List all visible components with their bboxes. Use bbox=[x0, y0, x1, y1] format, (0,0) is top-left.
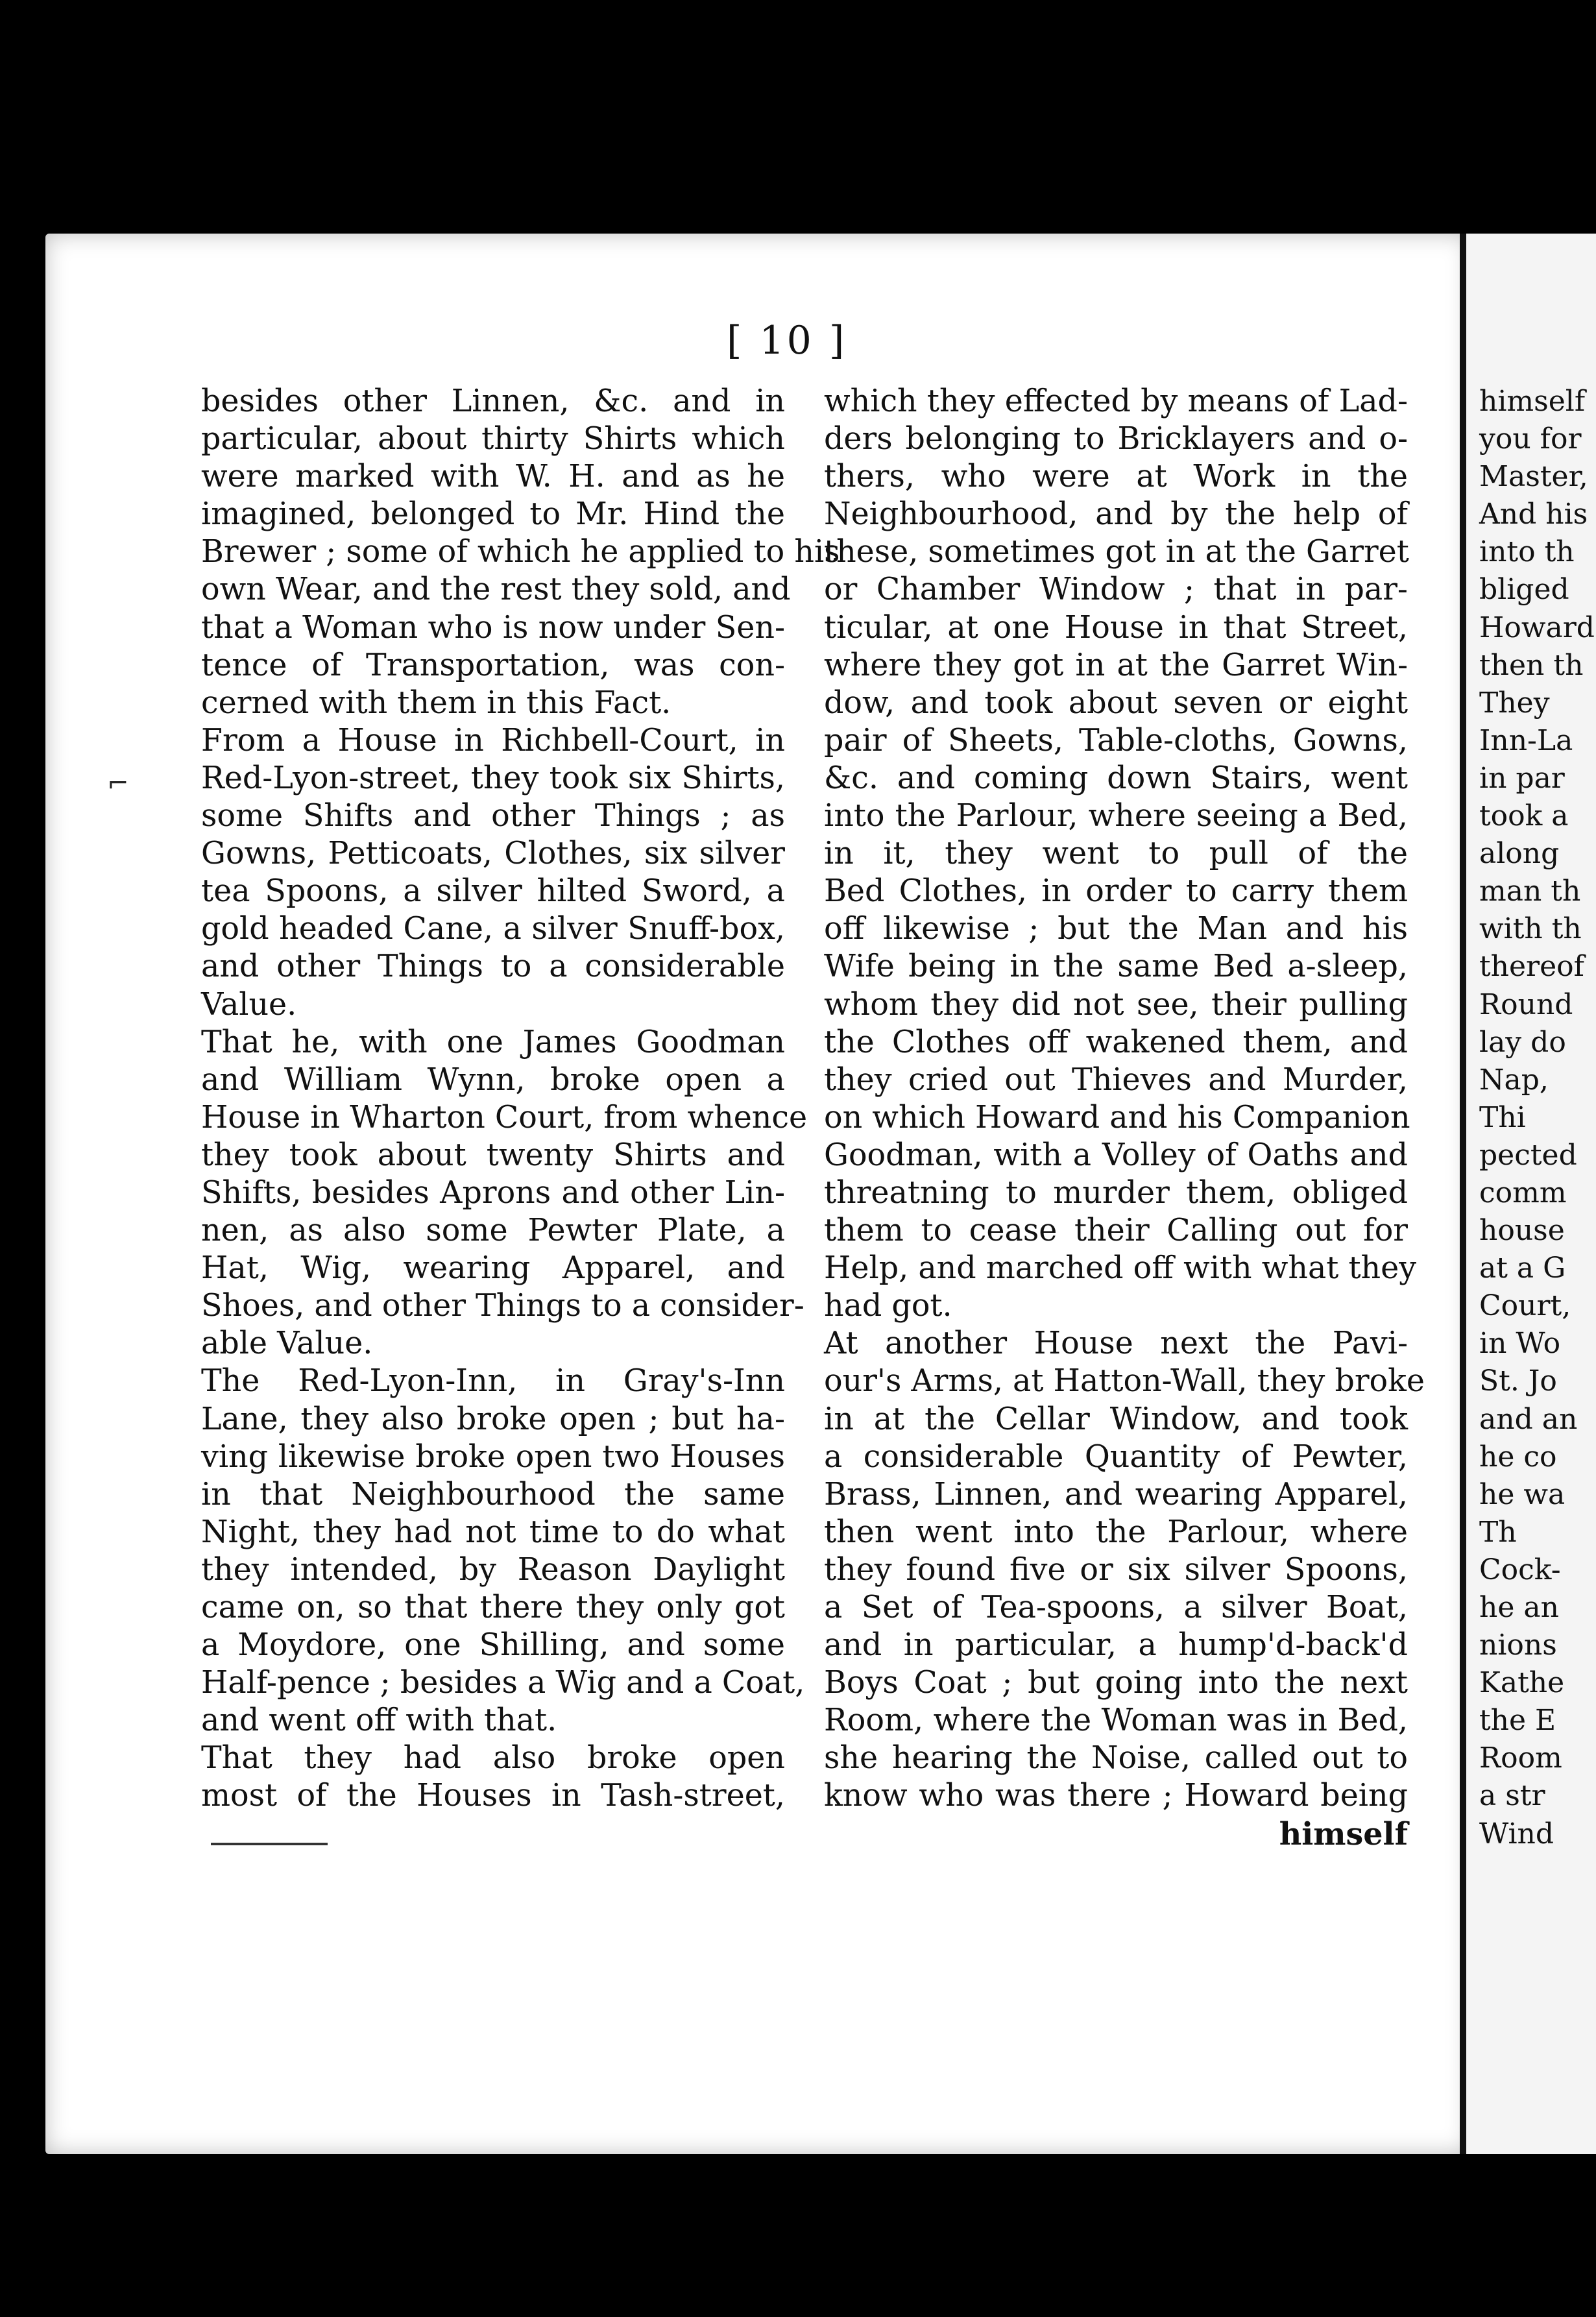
right-column-line: in it, they went to pull of the bbox=[824, 836, 1408, 872]
left-column-line: a Moydore, one Shilling, and some bbox=[201, 1627, 785, 1664]
right-column-line: and in particular, a hump'd-back'd bbox=[824, 1627, 1408, 1664]
facing-page-line: in Wo bbox=[1479, 1327, 1561, 1361]
facing-page-line: nions bbox=[1479, 1629, 1557, 1662]
left-column-line: most of the Houses in Tash-street, bbox=[201, 1778, 785, 1814]
left-column-line: Hat, Wig, wearing Apparel, and bbox=[201, 1250, 785, 1287]
left-column-line: From a House in Richbell-Court, in bbox=[201, 722, 785, 758]
facing-page-line: took a bbox=[1479, 799, 1569, 833]
right-column-line: a considerable Quantity of Pewter, bbox=[824, 1438, 1408, 1475]
right-text-column bbox=[824, 383, 1425, 1853]
facing-page-line: pected bbox=[1479, 1138, 1577, 1172]
facing-page-line: he wa bbox=[1479, 1477, 1566, 1511]
facing-page-line: man th bbox=[1479, 875, 1581, 908]
catchword: himself bbox=[1279, 1815, 1408, 1852]
right-column-line: on which Howard and his Companion bbox=[824, 1099, 1410, 1135]
book-page bbox=[45, 234, 1469, 2154]
right-column-line: they found five or six silver Spoons, bbox=[824, 1551, 1408, 1588]
left-column-line: Brewer ; some of which he applied to his bbox=[201, 534, 840, 570]
facing-page-line: he an bbox=[1479, 1591, 1559, 1624]
right-column-line: our's Arms, at Hatton-Wall, they broke bbox=[824, 1363, 1425, 1400]
facing-page-line: Th bbox=[1479, 1515, 1517, 1549]
left-column-line: House in Wharton Court, from whence bbox=[201, 1099, 808, 1135]
facing-page-line: house bbox=[1479, 1214, 1565, 1248]
facing-page-line: in par bbox=[1479, 761, 1565, 795]
left-column-line: Red-Lyon-street, they took six Shirts, bbox=[201, 760, 785, 796]
left-column-line: came on, so that there they only got bbox=[201, 1590, 785, 1625]
right-column-line: ders belonging to Bricklayers and o- bbox=[824, 421, 1408, 457]
facing-page-line: along bbox=[1479, 837, 1560, 871]
right-column-line: or Chamber Window ; that in par- bbox=[824, 572, 1408, 608]
left-column-line: were marked with W. H. and as he bbox=[201, 459, 785, 495]
right-column-line: thers, who were at Work in the bbox=[824, 459, 1408, 495]
right-column-line: Boys Coat ; but going into the next bbox=[824, 1665, 1408, 1701]
right-column-line: pair of Sheets, Table-cloths, Gowns, bbox=[824, 722, 1408, 758]
right-column-line: them to cease their Calling out for bbox=[824, 1213, 1408, 1249]
right-column-line: Room, where the Woman was in Bed, bbox=[824, 1703, 1408, 1739]
right-column-line: then went into the Parlour, where bbox=[824, 1514, 1408, 1550]
facing-page-line: Howard bbox=[1479, 611, 1595, 644]
left-column-line: imagined, belonged to Mr. Hind the bbox=[201, 496, 785, 533]
right-column-line: &c. and coming down Stairs, went bbox=[824, 760, 1408, 796]
facing-page-line: bliged bbox=[1479, 573, 1569, 607]
right-column-line: whom they did not see, their pulling bbox=[824, 986, 1408, 1023]
left-column-line: That they had also broke open bbox=[201, 1740, 785, 1777]
left-column-line: in that Neighbourhood the same bbox=[201, 1476, 785, 1512]
right-column-line: Bed Clothes, in order to carry them bbox=[824, 873, 1408, 910]
right-column-line: into the Parlour, where seeing a Bed, bbox=[824, 798, 1408, 834]
left-column-line: cerned with them in this Fact. bbox=[201, 685, 671, 721]
facing-page-line: Inn-La bbox=[1479, 723, 1573, 757]
facing-page-line: Round bbox=[1479, 988, 1573, 1021]
facing-page-line: thereof bbox=[1479, 950, 1584, 984]
facing-page-line: then th bbox=[1479, 648, 1584, 682]
facing-page-line: Cock- bbox=[1479, 1553, 1561, 1586]
facing-page-line: Thi bbox=[1479, 1100, 1526, 1134]
facing-page-line: he co bbox=[1479, 1440, 1557, 1474]
left-column-line: Value. bbox=[201, 986, 297, 1023]
facing-page-line: at a G bbox=[1479, 1252, 1566, 1285]
left-column-line: and went off with that. bbox=[201, 1703, 557, 1739]
facing-page-line: They bbox=[1479, 686, 1550, 720]
left-text-column bbox=[201, 383, 840, 1815]
margin-mark: ⌐ bbox=[107, 769, 129, 799]
right-column-line: Brass, Linnen, and wearing Apparel, bbox=[824, 1476, 1408, 1512]
facing-page-line: himself bbox=[1479, 385, 1586, 418]
left-column-line: Shoes, and other Things to a consider- bbox=[201, 1288, 804, 1324]
right-column-line: had got. bbox=[824, 1288, 952, 1324]
left-column-line: able Value. bbox=[201, 1326, 373, 1362]
left-column-line: particular, about thirty Shirts which bbox=[201, 421, 785, 457]
facing-page-line: comm bbox=[1479, 1176, 1567, 1209]
left-column-line: tence of Transportation, was con- bbox=[201, 647, 785, 683]
left-column-line: Shifts, besides Aprons and other Lin- bbox=[201, 1174, 785, 1211]
facing-page-edge bbox=[1460, 234, 1596, 2154]
facing-page-line: a str bbox=[1479, 1779, 1545, 1813]
facing-page-line: Room bbox=[1479, 1741, 1562, 1775]
right-column-line: ticular, at one House in that Street, bbox=[824, 609, 1408, 646]
right-column-line: these, sometimes got in at the Garret bbox=[824, 534, 1409, 570]
facing-page-line: Wind bbox=[1479, 1817, 1554, 1850]
left-column-line: nen, as also some Pewter Plate, a bbox=[201, 1213, 785, 1249]
left-column-line: that a Woman who is now under Sen- bbox=[201, 609, 785, 646]
left-column-line: ving likewise broke open two Houses bbox=[201, 1438, 785, 1475]
right-column-line: which they effected by means of Lad- bbox=[824, 383, 1408, 419]
facing-page-line: Kathe bbox=[1479, 1666, 1565, 1700]
right-column-line: Help, and marched off with what they bbox=[824, 1250, 1417, 1287]
right-column-line: they cried out Thieves and Murder, bbox=[824, 1061, 1408, 1098]
right-column-line: in at the Cellar Window, and took bbox=[824, 1401, 1408, 1437]
left-column-line: Gowns, Petticoats, Clothes, six silver bbox=[201, 836, 785, 872]
facing-page-line: Nap, bbox=[1479, 1063, 1549, 1097]
left-column-line: some Shifts and other Things ; as bbox=[201, 798, 785, 834]
left-column-line: Half-pence ; besides a Wig and a Coat, bbox=[201, 1665, 805, 1701]
right-column-line: Wife being in the same Bed a-sleep, bbox=[824, 949, 1408, 985]
facing-page-line: Court, bbox=[1479, 1289, 1571, 1323]
bottom-rule bbox=[211, 1843, 328, 1845]
left-column-line: Night, they had not time to do what bbox=[201, 1514, 785, 1550]
left-column-line: That he, with one James Goodman bbox=[201, 1024, 785, 1060]
left-column-line: they intended, by Reason Daylight bbox=[201, 1551, 785, 1588]
right-column-line: know who was there ; Howard being bbox=[824, 1778, 1408, 1814]
right-column-line: the Clothes off wakened them, and bbox=[824, 1024, 1408, 1060]
left-column-line: own Wear, and the rest they sold, and bbox=[201, 572, 791, 608]
facing-page-line: And his bbox=[1479, 498, 1588, 531]
right-column-line: off likewise ; but the Man and his bbox=[824, 911, 1408, 947]
facing-page-line: you for bbox=[1479, 422, 1582, 456]
right-column-line: where they got in at the Garret Win- bbox=[824, 647, 1408, 683]
left-column-line: and other Things to a considerable bbox=[201, 949, 785, 985]
right-column-line: threatning to murder them, obliged bbox=[824, 1174, 1408, 1211]
right-column-line: she hearing the Noise, called out to bbox=[824, 1740, 1408, 1777]
left-column-line: The Red-Lyon-Inn, in Gray's-Inn bbox=[201, 1363, 785, 1400]
left-column-line: tea Spoons, a silver hilted Sword, a bbox=[201, 873, 785, 910]
page-number: [ 10 ] bbox=[727, 318, 847, 363]
facing-page-text bbox=[1466, 383, 1596, 1853]
facing-page-line: with th bbox=[1479, 912, 1582, 946]
right-column-line: dow, and took about seven or eight bbox=[824, 685, 1408, 721]
facing-page-line: into th bbox=[1479, 535, 1575, 569]
left-column-line: besides other Linnen, &c. and in bbox=[201, 383, 785, 419]
right-column-line: Goodman, with a Volley of Oaths and bbox=[824, 1137, 1408, 1173]
right-column-line: Neighbourhood, and by the help of bbox=[824, 496, 1408, 533]
facing-page-line: Master, bbox=[1479, 460, 1588, 494]
left-column-line: gold headed Cane, a silver Snuff-box, bbox=[201, 911, 785, 947]
facing-page-line: and an bbox=[1479, 1402, 1578, 1436]
left-column-line: and William Wynn, broke open a bbox=[201, 1061, 785, 1098]
right-column-line: a Set of Tea-spoons, a silver Boat, bbox=[824, 1590, 1408, 1625]
left-column-line: they took about twenty Shirts and bbox=[201, 1137, 785, 1173]
left-column-line: Lane, they also broke open ; but ha- bbox=[201, 1401, 785, 1437]
facing-page-line: St. Jo bbox=[1479, 1365, 1557, 1398]
right-column-line: At another House next the Pavi- bbox=[824, 1326, 1408, 1362]
facing-page-line: lay do bbox=[1479, 1025, 1566, 1059]
facing-page-line: the E bbox=[1479, 1704, 1556, 1738]
